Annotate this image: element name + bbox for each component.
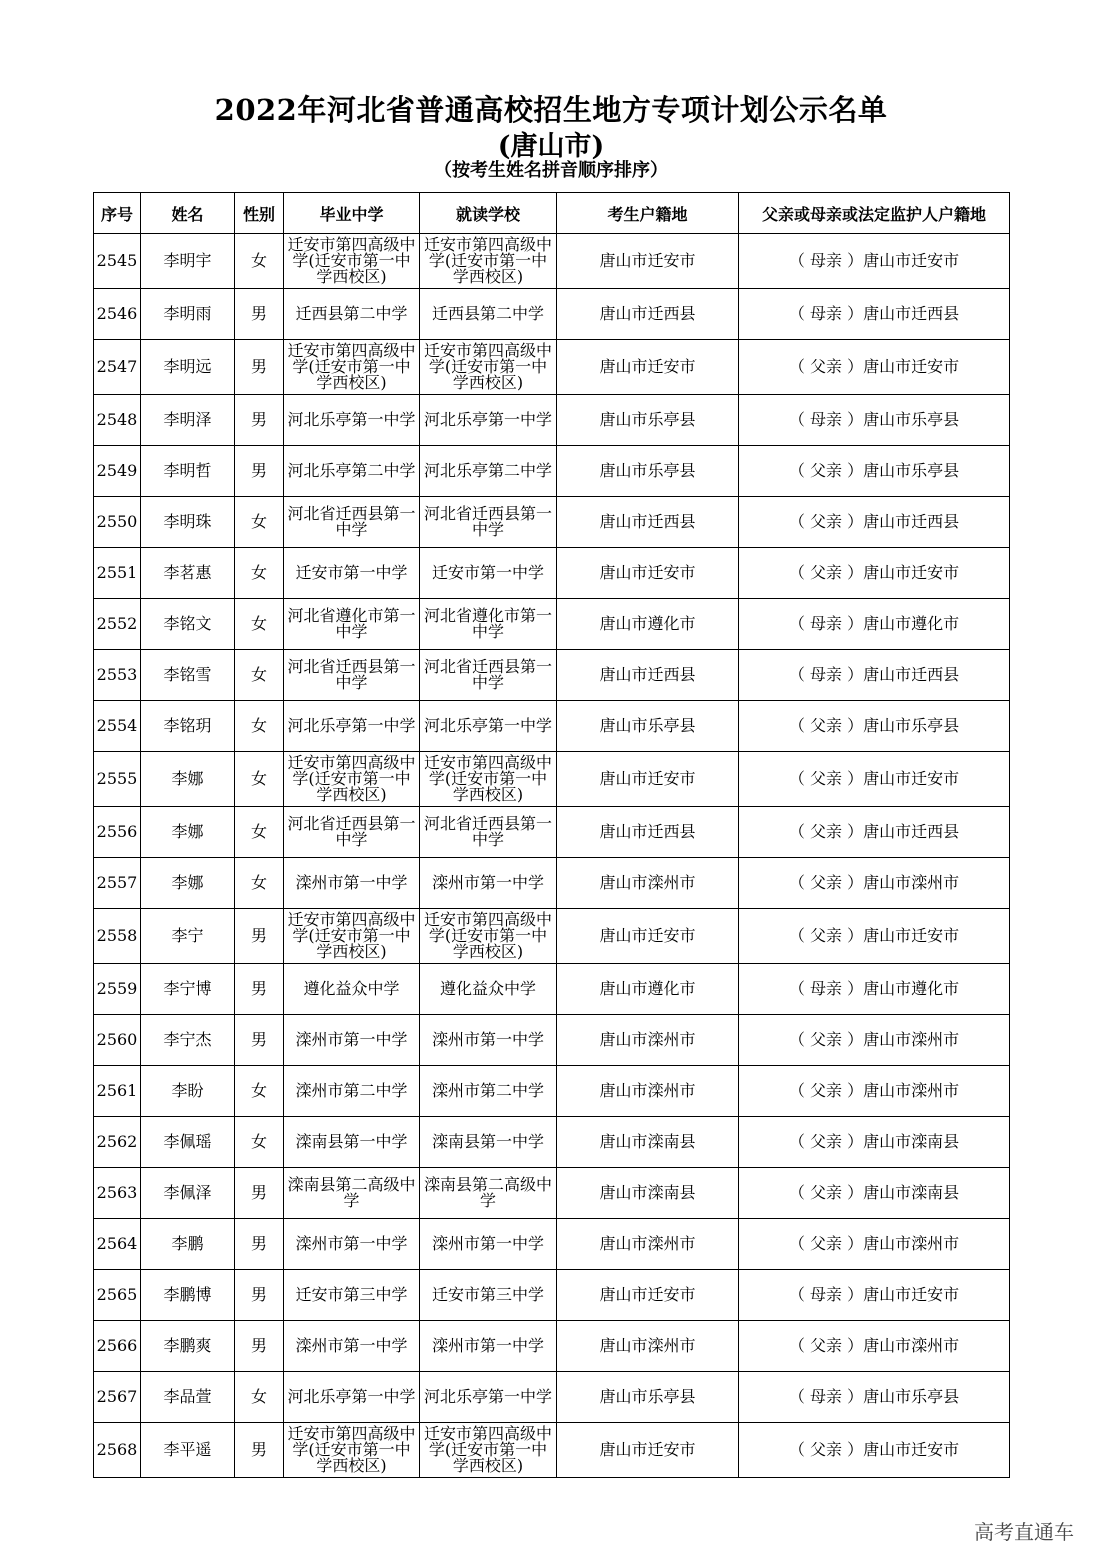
cell-guardian: （ 父亲 ）唐山市滦州市 bbox=[739, 1321, 1010, 1372]
cell-guardian: （ 父亲 ）唐山市迁西县 bbox=[739, 497, 1010, 548]
cell-serial-no: 2567 bbox=[94, 1372, 141, 1423]
cell-serial-no: 2564 bbox=[94, 1219, 141, 1270]
cell-gender: 男 bbox=[235, 1015, 284, 1066]
cell-grad-school: 河北乐亭第一中学 bbox=[284, 701, 420, 752]
col-header-grad-school: 毕业中学 bbox=[284, 193, 420, 234]
table-row bbox=[94, 1117, 1010, 1168]
cell-current-school: 河北省迁西县第一中学 bbox=[420, 807, 557, 858]
cell-residence: 唐山市乐亭县 bbox=[557, 1372, 739, 1423]
cell-current-school: 滦南县第二高级中学 bbox=[420, 1168, 557, 1219]
table-row bbox=[94, 446, 1010, 497]
cell-grad-school: 迁安市第四高级中学(迁安市第一中学西校区) bbox=[284, 234, 420, 289]
cell-current-school: 河北省遵化市第一中学 bbox=[420, 599, 557, 650]
sort-note: （按考生姓名拼音顺序排序） bbox=[434, 160, 668, 181]
cell-guardian: （ 母亲 ）唐山市迁安市 bbox=[739, 234, 1010, 289]
cell-gender: 男 bbox=[235, 909, 284, 964]
cell-gender: 男 bbox=[235, 1321, 284, 1372]
cell-serial-no: 2565 bbox=[94, 1270, 141, 1321]
cell-guardian: （ 母亲 ）唐山市迁西县 bbox=[739, 289, 1010, 340]
cell-gender: 男 bbox=[235, 1423, 284, 1478]
cell-gender: 男 bbox=[235, 395, 284, 446]
cell-serial-no: 2556 bbox=[94, 807, 141, 858]
cell-residence: 唐山市乐亭县 bbox=[557, 446, 739, 497]
cell-gender: 男 bbox=[235, 1270, 284, 1321]
cell-guardian: （ 母亲 ）唐山市遵化市 bbox=[739, 964, 1010, 1015]
cell-name: 李明宇 bbox=[141, 234, 235, 289]
roster-table bbox=[93, 192, 1010, 1478]
cell-gender: 女 bbox=[235, 1117, 284, 1168]
cell-guardian: （ 母亲 ）唐山市迁安市 bbox=[739, 1270, 1010, 1321]
cell-grad-school: 迁安市第四高级中学(迁安市第一中学西校区) bbox=[284, 752, 420, 807]
cell-residence: 唐山市迁西县 bbox=[557, 497, 739, 548]
cell-grad-school: 河北乐亭第二中学 bbox=[284, 446, 420, 497]
cell-residence: 唐山市迁西县 bbox=[557, 807, 739, 858]
cell-residence: 唐山市滦州市 bbox=[557, 1219, 739, 1270]
cell-current-school: 滦南县第一中学 bbox=[420, 1117, 557, 1168]
cell-residence: 唐山市遵化市 bbox=[557, 599, 739, 650]
table-row bbox=[94, 1015, 1010, 1066]
cell-serial-no: 2562 bbox=[94, 1117, 141, 1168]
cell-serial-no: 2553 bbox=[94, 650, 141, 701]
cell-grad-school: 遵化益众中学 bbox=[284, 964, 420, 1015]
cell-serial-no: 2563 bbox=[94, 1168, 141, 1219]
cell-gender: 女 bbox=[235, 497, 284, 548]
cell-gender: 男 bbox=[235, 340, 284, 395]
table-row bbox=[94, 1066, 1010, 1117]
cell-current-school: 滦州市第一中学 bbox=[420, 1219, 557, 1270]
cell-residence: 唐山市迁西县 bbox=[557, 650, 739, 701]
cell-serial-no: 2550 bbox=[94, 497, 141, 548]
cell-current-school: 河北乐亭第一中学 bbox=[420, 701, 557, 752]
cell-current-school: 滦州市第一中学 bbox=[420, 1015, 557, 1066]
cell-name: 李明远 bbox=[141, 340, 235, 395]
cell-gender: 女 bbox=[235, 752, 284, 807]
cell-residence: 唐山市迁安市 bbox=[557, 1423, 739, 1478]
cell-grad-school: 迁安市第四高级中学(迁安市第一中学西校区) bbox=[284, 340, 420, 395]
table-row bbox=[94, 234, 1010, 289]
cell-current-school: 遵化益众中学 bbox=[420, 964, 557, 1015]
table-row bbox=[94, 964, 1010, 1015]
cell-serial-no: 2551 bbox=[94, 548, 141, 599]
cell-residence: 唐山市迁西县 bbox=[557, 289, 739, 340]
cell-name: 李佩瑶 bbox=[141, 1117, 235, 1168]
cell-name: 李明珠 bbox=[141, 497, 235, 548]
cell-serial-no: 2547 bbox=[94, 340, 141, 395]
cell-residence: 唐山市乐亭县 bbox=[557, 395, 739, 446]
cell-gender: 女 bbox=[235, 701, 284, 752]
cell-current-school: 河北省迁西县第一中学 bbox=[420, 650, 557, 701]
table-row bbox=[94, 497, 1010, 548]
cell-name: 李宁博 bbox=[141, 964, 235, 1015]
cell-gender: 女 bbox=[235, 1372, 284, 1423]
cell-name: 李鹏爽 bbox=[141, 1321, 235, 1372]
cell-grad-school: 滦州市第二中学 bbox=[284, 1066, 420, 1117]
cell-residence: 唐山市滦州市 bbox=[557, 858, 739, 909]
cell-current-school: 河北省迁西县第一中学 bbox=[420, 497, 557, 548]
table-row bbox=[94, 1321, 1010, 1372]
cell-serial-no: 2548 bbox=[94, 395, 141, 446]
cell-serial-no: 2546 bbox=[94, 289, 141, 340]
cell-serial-no: 2557 bbox=[94, 858, 141, 909]
table-row bbox=[94, 1168, 1010, 1219]
table-row bbox=[94, 701, 1010, 752]
cell-serial-no: 2555 bbox=[94, 752, 141, 807]
table-row bbox=[94, 807, 1010, 858]
cell-guardian: （ 父亲 ）唐山市滦州市 bbox=[739, 1219, 1010, 1270]
cell-grad-school: 滦南县第一中学 bbox=[284, 1117, 420, 1168]
cell-name: 李明泽 bbox=[141, 395, 235, 446]
cell-name: 李鹏 bbox=[141, 1219, 235, 1270]
cell-serial-no: 2558 bbox=[94, 909, 141, 964]
cell-name: 李宁杰 bbox=[141, 1015, 235, 1066]
cell-guardian: （ 父亲 ）唐山市乐亭县 bbox=[739, 701, 1010, 752]
cell-guardian: （ 父亲 ）唐山市滦南县 bbox=[739, 1117, 1010, 1168]
table-row bbox=[94, 1372, 1010, 1423]
cell-name: 李娜 bbox=[141, 858, 235, 909]
cell-serial-no: 2561 bbox=[94, 1066, 141, 1117]
cell-name: 李盼 bbox=[141, 1066, 235, 1117]
cell-gender: 男 bbox=[235, 1219, 284, 1270]
table-row bbox=[94, 1270, 1010, 1321]
table-body bbox=[94, 234, 1010, 1478]
cell-gender: 男 bbox=[235, 1168, 284, 1219]
cell-guardian: （ 父亲 ）唐山市乐亭县 bbox=[739, 446, 1010, 497]
cell-gender: 男 bbox=[235, 289, 284, 340]
cell-residence: 唐山市滦南县 bbox=[557, 1117, 739, 1168]
cell-gender: 女 bbox=[235, 1066, 284, 1117]
cell-residence: 唐山市迁安市 bbox=[557, 234, 739, 289]
cell-grad-school: 滦州市第一中学 bbox=[284, 1219, 420, 1270]
cell-serial-no: 2545 bbox=[94, 234, 141, 289]
table-row bbox=[94, 548, 1010, 599]
table-row bbox=[94, 289, 1010, 340]
cell-grad-school: 迁西县第二中学 bbox=[284, 289, 420, 340]
cell-gender: 女 bbox=[235, 599, 284, 650]
cell-guardian: （ 父亲 ）唐山市迁安市 bbox=[739, 752, 1010, 807]
cell-grad-school: 河北乐亭第一中学 bbox=[284, 395, 420, 446]
cell-name: 李铭玥 bbox=[141, 701, 235, 752]
cell-guardian: （ 父亲 ）唐山市滦州市 bbox=[739, 1015, 1010, 1066]
cell-serial-no: 2566 bbox=[94, 1321, 141, 1372]
cell-gender: 男 bbox=[235, 446, 284, 497]
table-row bbox=[94, 599, 1010, 650]
cell-current-school: 迁安市第四高级中学(迁安市第一中学西校区) bbox=[420, 752, 557, 807]
cell-current-school: 迁安市第四高级中学(迁安市第一中学西校区) bbox=[420, 340, 557, 395]
cell-name: 李佩泽 bbox=[141, 1168, 235, 1219]
cell-name: 李明哲 bbox=[141, 446, 235, 497]
cell-residence: 唐山市迁安市 bbox=[557, 909, 739, 964]
cell-serial-no: 2560 bbox=[94, 1015, 141, 1066]
cell-guardian: （ 父亲 ）唐山市迁安市 bbox=[739, 340, 1010, 395]
cell-current-school: 河北乐亭第二中学 bbox=[420, 446, 557, 497]
cell-guardian: （ 父亲 ）唐山市迁西县 bbox=[739, 807, 1010, 858]
cell-grad-school: 河北乐亭第一中学 bbox=[284, 1372, 420, 1423]
cell-current-school: 迁安市第三中学 bbox=[420, 1270, 557, 1321]
cell-guardian: （ 父亲 ）唐山市迁安市 bbox=[739, 1423, 1010, 1478]
col-header-gender: 性别 bbox=[235, 193, 284, 234]
cell-residence: 唐山市迁安市 bbox=[557, 1270, 739, 1321]
cell-guardian: （ 父亲 ）唐山市滦州市 bbox=[739, 1066, 1010, 1117]
table-header-row bbox=[94, 193, 1010, 234]
cell-name: 李茗惠 bbox=[141, 548, 235, 599]
cell-grad-school: 滦南县第二高级中学 bbox=[284, 1168, 420, 1219]
table-row bbox=[94, 1219, 1010, 1270]
cell-guardian: （ 母亲 ）唐山市遵化市 bbox=[739, 599, 1010, 650]
cell-guardian: （ 父亲 ）唐山市滦南县 bbox=[739, 1168, 1010, 1219]
col-header-name: 姓名 bbox=[141, 193, 235, 234]
cell-residence: 唐山市滦州市 bbox=[557, 1066, 739, 1117]
cell-name: 李品萱 bbox=[141, 1372, 235, 1423]
cell-serial-no: 2554 bbox=[94, 701, 141, 752]
col-header-no: 序号 bbox=[94, 193, 141, 234]
col-header-guardian: 父亲或母亲或法定监护人户籍地 bbox=[739, 193, 1010, 234]
cell-residence: 唐山市乐亭县 bbox=[557, 701, 739, 752]
cell-current-school: 迁安市第四高级中学(迁安市第一中学西校区) bbox=[420, 234, 557, 289]
cell-residence: 唐山市迁安市 bbox=[557, 752, 739, 807]
cell-gender: 女 bbox=[235, 650, 284, 701]
cell-current-school: 河北乐亭第一中学 bbox=[420, 1372, 557, 1423]
cell-name: 李铭雪 bbox=[141, 650, 235, 701]
cell-name: 李平遥 bbox=[141, 1423, 235, 1478]
cell-gender: 女 bbox=[235, 234, 284, 289]
cell-guardian: （ 父亲 ）唐山市迁安市 bbox=[739, 909, 1010, 964]
col-header-current-school: 就读学校 bbox=[420, 193, 557, 234]
cell-gender: 女 bbox=[235, 858, 284, 909]
cell-name: 李明雨 bbox=[141, 289, 235, 340]
cell-grad-school: 河北省遵化市第一中学 bbox=[284, 599, 420, 650]
table-row bbox=[94, 752, 1010, 807]
cell-name: 李宁 bbox=[141, 909, 235, 964]
cell-current-school: 滦州市第二中学 bbox=[420, 1066, 557, 1117]
page-subtitle-city: (唐山市) bbox=[497, 131, 605, 162]
cell-name: 李娜 bbox=[141, 752, 235, 807]
cell-guardian: （ 父亲 ）唐山市滦州市 bbox=[739, 858, 1010, 909]
cell-residence: 唐山市滦南县 bbox=[557, 1168, 739, 1219]
cell-name: 李铭文 bbox=[141, 599, 235, 650]
cell-current-school: 滦州市第一中学 bbox=[420, 858, 557, 909]
cell-current-school: 河北乐亭第一中学 bbox=[420, 395, 557, 446]
table-row bbox=[94, 395, 1010, 446]
table-row bbox=[94, 340, 1010, 395]
cell-name: 李鹏博 bbox=[141, 1270, 235, 1321]
cell-name: 李娜 bbox=[141, 807, 235, 858]
cell-residence: 唐山市滦州市 bbox=[557, 1321, 739, 1372]
cell-current-school: 迁安市第一中学 bbox=[420, 548, 557, 599]
cell-residence: 唐山市迁安市 bbox=[557, 548, 739, 599]
cell-grad-school: 滦州市第一中学 bbox=[284, 1015, 420, 1066]
cell-guardian: （ 父亲 ）唐山市迁安市 bbox=[739, 548, 1010, 599]
cell-gender: 女 bbox=[235, 807, 284, 858]
cell-serial-no: 2552 bbox=[94, 599, 141, 650]
cell-grad-school: 滦州市第一中学 bbox=[284, 1321, 420, 1372]
cell-grad-school: 河北省迁西县第一中学 bbox=[284, 650, 420, 701]
col-header-residence: 考生户籍地 bbox=[557, 193, 739, 234]
cell-guardian: （ 母亲 ）唐山市迁西县 bbox=[739, 650, 1010, 701]
cell-residence: 唐山市迁安市 bbox=[557, 340, 739, 395]
table-row bbox=[94, 650, 1010, 701]
cell-grad-school: 河北省迁西县第一中学 bbox=[284, 807, 420, 858]
table-row bbox=[94, 858, 1010, 909]
cell-current-school: 迁安市第四高级中学(迁安市第一中学西校区) bbox=[420, 1423, 557, 1478]
cell-grad-school: 迁安市第四高级中学(迁安市第一中学西校区) bbox=[284, 909, 420, 964]
cell-current-school: 迁安市第四高级中学(迁安市第一中学西校区) bbox=[420, 909, 557, 964]
page-title: 2022年河北省普通高校招生地方专项计划公示名单 bbox=[214, 93, 888, 127]
cell-guardian: （ 母亲 ）唐山市乐亭县 bbox=[739, 1372, 1010, 1423]
cell-residence: 唐山市滦州市 bbox=[557, 1015, 739, 1066]
cell-grad-school: 河北省迁西县第一中学 bbox=[284, 497, 420, 548]
table-row bbox=[94, 909, 1010, 964]
table-row bbox=[94, 1423, 1010, 1478]
cell-current-school: 滦州市第一中学 bbox=[420, 1321, 557, 1372]
cell-serial-no: 2549 bbox=[94, 446, 141, 497]
cell-guardian: （ 母亲 ）唐山市乐亭县 bbox=[739, 395, 1010, 446]
cell-grad-school: 滦州市第一中学 bbox=[284, 858, 420, 909]
cell-grad-school: 迁安市第一中学 bbox=[284, 548, 420, 599]
cell-current-school: 迁西县第二中学 bbox=[420, 289, 557, 340]
cell-serial-no: 2559 bbox=[94, 964, 141, 1015]
cell-grad-school: 迁安市第四高级中学(迁安市第一中学西校区) bbox=[284, 1423, 420, 1478]
cell-serial-no: 2568 bbox=[94, 1423, 141, 1478]
cell-residence: 唐山市遵化市 bbox=[557, 964, 739, 1015]
watermark: 高考直通车 bbox=[974, 1520, 1074, 1544]
cell-gender: 女 bbox=[235, 548, 284, 599]
cell-gender: 男 bbox=[235, 964, 284, 1015]
cell-grad-school: 迁安市第三中学 bbox=[284, 1270, 420, 1321]
